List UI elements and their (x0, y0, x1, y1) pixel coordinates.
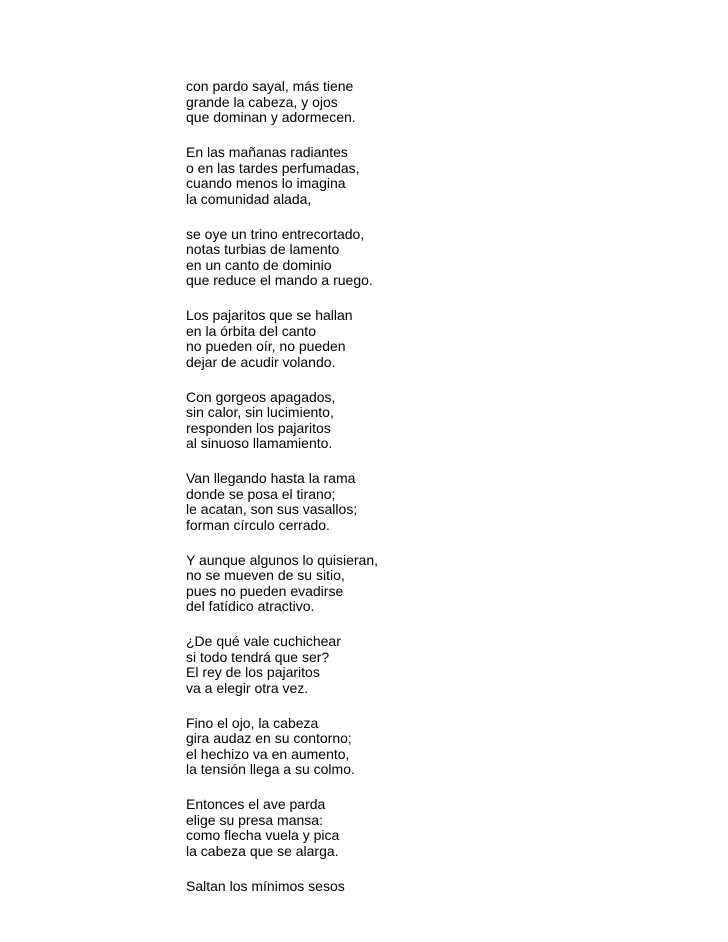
poem-line: responden los pajaritos (186, 419, 331, 436)
poem-line: como flecha vuela y pica (186, 827, 340, 843)
poem-line: el hechizo va en aumento, (186, 745, 350, 762)
poem-line: Con gorgeos apagados, (186, 388, 336, 405)
poem-line: que reduce el mando a ruego. (186, 272, 373, 288)
poem-line: gira audaz en su contorno; (186, 730, 352, 746)
poem-line: no pueden oír, no pueden (186, 338, 346, 354)
poem-line: Fino el ojo, la cabeza (186, 714, 319, 731)
poem-line: en la órbita del canto (186, 322, 316, 339)
poem-line: ¿De qué vale cuchichear (186, 633, 341, 649)
poem-line: Los pajaritos que se hallan (186, 307, 353, 323)
poem-stanza (186, 716, 686, 778)
poem-line: pues no pueden evadirse (186, 582, 344, 599)
poem-stanza (186, 471, 686, 533)
poem-line: Van llegando hasta la rama (186, 470, 356, 486)
poem-line: la comunidad alada, (186, 190, 312, 207)
poem-line: dejar de acudir volando. (186, 353, 336, 370)
poem-line: con pardo sayal, más tiene (186, 78, 354, 94)
poem-line: Entonces el ave parda (186, 796, 326, 812)
poem-line: le acatan, son sus vasallos; (186, 501, 358, 517)
poem-line: al sinuoso llamamiento. (186, 435, 333, 451)
poem-line: forman círculo cerrado. (186, 516, 330, 533)
poem-stanza (186, 79, 686, 126)
poem-line: elige su presa mansa: (186, 811, 323, 828)
poem-line: El rey de los pajaritos (186, 664, 320, 680)
poem-stanza (186, 227, 686, 289)
poem-line: si todo tendrá que ser? (186, 648, 330, 665)
poem-line: o en las tardes perfumadas, (186, 159, 360, 176)
poem-stanza (186, 553, 686, 615)
poem-stanza (186, 879, 686, 895)
poem-text (186, 79, 686, 914)
poem-line: no se mueven de su sitio, (186, 567, 345, 583)
poem-line: la tensión llega a su colmo. (186, 761, 355, 777)
poem-line: la cabeza que se alarga. (186, 842, 339, 859)
poem-line: del fatídico atractivo. (186, 598, 315, 614)
poem-line: Saltan los mínimos sesos (186, 877, 345, 894)
poem-line: notas turbias de lamento (186, 241, 340, 257)
poem-line: En las mañanas radiantes (186, 144, 348, 160)
poem-stanza (186, 145, 686, 207)
poem-line: se oye un trino entrecortado, (186, 225, 365, 242)
poem-line: Y aunque algunos lo quisieran, (186, 551, 379, 568)
poem-stanza (186, 308, 686, 370)
poem-stanza (186, 390, 686, 452)
poem-line: que dominan y adormecen. (186, 109, 356, 125)
poem-line: va a elegir otra vez. (186, 679, 309, 696)
poem-line: en un canto de dominio (186, 256, 332, 273)
poem-stanza (186, 797, 686, 859)
poem-line: sin calor, sin lucimiento, (186, 404, 334, 420)
poem-line: donde se posa el tirano; (186, 485, 336, 502)
poem-stanza (186, 634, 686, 696)
poem-line: grande la cabeza, y ojos (186, 93, 338, 110)
poem-line: cuando menos lo imagina (186, 175, 346, 191)
